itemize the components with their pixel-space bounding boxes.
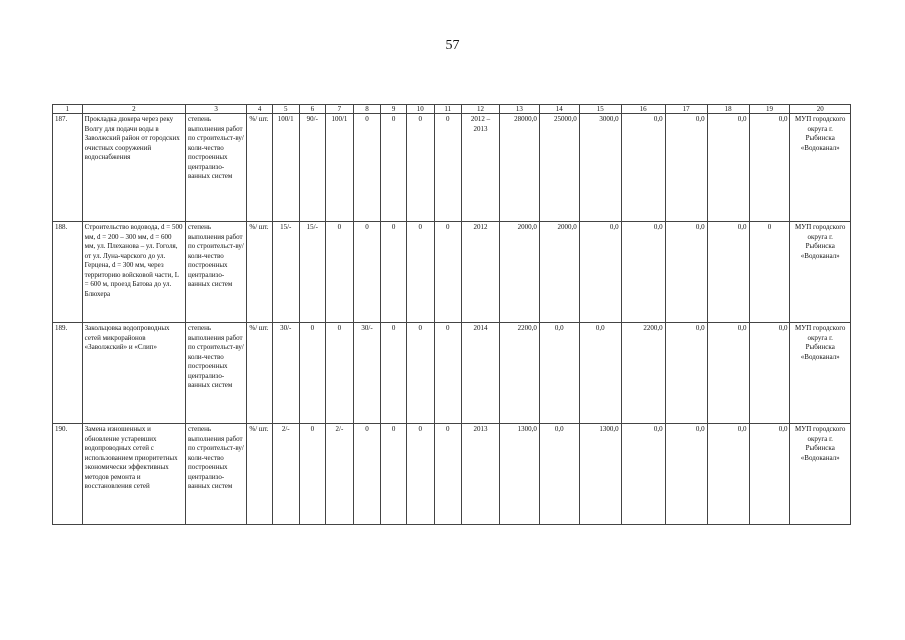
cell: 0,0 xyxy=(539,323,579,424)
cell: 0 xyxy=(326,222,354,323)
cell: 0 xyxy=(434,424,462,525)
header-cell: 14 xyxy=(539,105,579,114)
cell: 0,0 xyxy=(707,222,749,323)
unit: %/ шт. xyxy=(247,114,273,222)
header-cell: 20 xyxy=(790,105,851,114)
cell: 0 xyxy=(406,222,434,323)
cell: 1300,0 xyxy=(579,424,621,525)
cell: 0 xyxy=(326,323,354,424)
header-cell: 12 xyxy=(462,105,500,114)
cell: 0 xyxy=(381,424,407,525)
cell: 2000,0 xyxy=(499,222,539,323)
cell: 0,0 xyxy=(665,424,707,525)
cell: 0 xyxy=(406,114,434,222)
indicator-name: степень выполнения работ по строительст-ву/ коли-чество построенных централизо-ванных систем xyxy=(185,323,246,424)
header-cell: 3 xyxy=(185,105,246,114)
indicator-name: степень выполнения работ по строительст-ву/ коли-чество построенных централизо-ванных систем xyxy=(185,424,246,525)
cell: 0,0 xyxy=(707,323,749,424)
row-number: 187. xyxy=(53,114,83,222)
measure-name: Замена изношенных и обновление устаревших водопроводных сетей с использованием приоритетных экономически эффективных методов ремонта и восстановления сетей xyxy=(82,424,185,525)
table-row xyxy=(53,222,851,323)
unit: %/ шт. xyxy=(247,222,273,323)
header-cell: 16 xyxy=(621,105,665,114)
cell: 15/- xyxy=(272,222,299,323)
cell: 0 xyxy=(381,114,407,222)
cell: 0,0 xyxy=(749,323,790,424)
row-number: 188. xyxy=(53,222,83,323)
cell: 0,0 xyxy=(665,323,707,424)
header-cell: 6 xyxy=(299,105,326,114)
header-cell: 5 xyxy=(272,105,299,114)
cell: 0 xyxy=(353,222,381,323)
header-cell: 10 xyxy=(406,105,434,114)
cell: 25000,0 xyxy=(539,114,579,222)
executor: МУП городского округа г. Рыбинска «Водоканал» xyxy=(790,114,851,222)
cell: 0,0 xyxy=(621,222,665,323)
executor: МУП городского округа г. Рыбинска «Водоканал» xyxy=(790,222,851,323)
cell: 28000,0 xyxy=(499,114,539,222)
period: 2014 xyxy=(462,323,500,424)
header-cell: 8 xyxy=(353,105,381,114)
header-cell: 17 xyxy=(665,105,707,114)
cell: 2/- xyxy=(272,424,299,525)
unit: %/ шт. xyxy=(247,323,273,424)
cell: 0 xyxy=(299,424,326,525)
executor: МУП городского округа г. Рыбинска «Водоканал» xyxy=(790,424,851,525)
cell: 0,0 xyxy=(749,114,790,222)
cell: 0 xyxy=(299,323,326,424)
measure-name: Прокладка дюкера через реку Волгу для подачи воды в Заволжский район от городских очистных сооружений водоснабжения xyxy=(82,114,185,222)
cell: 0,0 xyxy=(707,114,749,222)
cell: 3000,0 xyxy=(579,114,621,222)
cell: 0,0 xyxy=(707,424,749,525)
header-cell: 13 xyxy=(499,105,539,114)
cell: 15/- xyxy=(299,222,326,323)
cell: 0 xyxy=(749,222,790,323)
header-cell: 9 xyxy=(381,105,407,114)
cell: 0 xyxy=(353,424,381,525)
cell: 90/- xyxy=(299,114,326,222)
header-cell: 19 xyxy=(749,105,790,114)
cell: 0 xyxy=(406,424,434,525)
cell: 0 xyxy=(434,323,462,424)
cell: 0,0 xyxy=(749,424,790,525)
row-number: 189. xyxy=(53,323,83,424)
header-cell: 15 xyxy=(579,105,621,114)
cell: 30/- xyxy=(353,323,381,424)
header-row xyxy=(53,105,851,114)
header-cell: 18 xyxy=(707,105,749,114)
measure-name: Закольцовка водопроводных сетей микрорайонов «Заволжский» и «Слип» xyxy=(82,323,185,424)
cell: 100/1 xyxy=(272,114,299,222)
cell: 1300,0 xyxy=(499,424,539,525)
table-row xyxy=(53,114,851,222)
cell: 0 xyxy=(381,323,407,424)
header-cell: 7 xyxy=(326,105,354,114)
period: 2012 xyxy=(462,222,500,323)
cell: 0 xyxy=(434,222,462,323)
executor: МУП городского округа г. Рыбинска «Водоканал» xyxy=(790,323,851,424)
cell: 100/1 xyxy=(326,114,354,222)
cell: 0,0 xyxy=(621,424,665,525)
cell: 30/- xyxy=(272,323,299,424)
indicator-name: степень выполнения работ по строительст-ву/ коли-чество построенных централизо-ванных систем xyxy=(185,114,246,222)
header-cell: 2 xyxy=(82,105,185,114)
cell: 2000,0 xyxy=(539,222,579,323)
cell: 0,0 xyxy=(621,114,665,222)
header-cell: 1 xyxy=(53,105,83,114)
unit: %/ шт. xyxy=(247,424,273,525)
indicator-name: степень выполнения работ по строительст-ву/ коли-чество построенных централизо-ванных систем xyxy=(185,222,246,323)
cell: 0 xyxy=(353,114,381,222)
cell: 0,0 xyxy=(579,323,621,424)
cell: 2200,0 xyxy=(499,323,539,424)
cell: 2/- xyxy=(326,424,354,525)
data-table xyxy=(52,104,851,525)
cell: 0,0 xyxy=(539,424,579,525)
period: 2013 xyxy=(462,424,500,525)
row-number: 190. xyxy=(53,424,83,525)
header-cell: 4 xyxy=(247,105,273,114)
cell: 0 xyxy=(406,323,434,424)
table-row xyxy=(53,424,851,525)
measure-name: Строительство водовода, d = 500 мм, d = 200 – 300 мм, d = 600 мм, ул. Плеханова – ул. Гоголя, от ул. Луна-чарского до ул. Герцена, d = 300 мм, через территорию войсковой части, L = 600 м, проезд Батова до ул. Блюхера xyxy=(82,222,185,323)
header-cell: 11 xyxy=(434,105,462,114)
page-number: 57 xyxy=(445,38,460,53)
cell: 0 xyxy=(381,222,407,323)
cell: 0 xyxy=(434,114,462,222)
table-row xyxy=(53,323,851,424)
cell: 2200,0 xyxy=(621,323,665,424)
cell: 0,0 xyxy=(579,222,621,323)
period: 2012 – 2013 xyxy=(462,114,500,222)
cell: 0,0 xyxy=(665,222,707,323)
cell: 0,0 xyxy=(665,114,707,222)
